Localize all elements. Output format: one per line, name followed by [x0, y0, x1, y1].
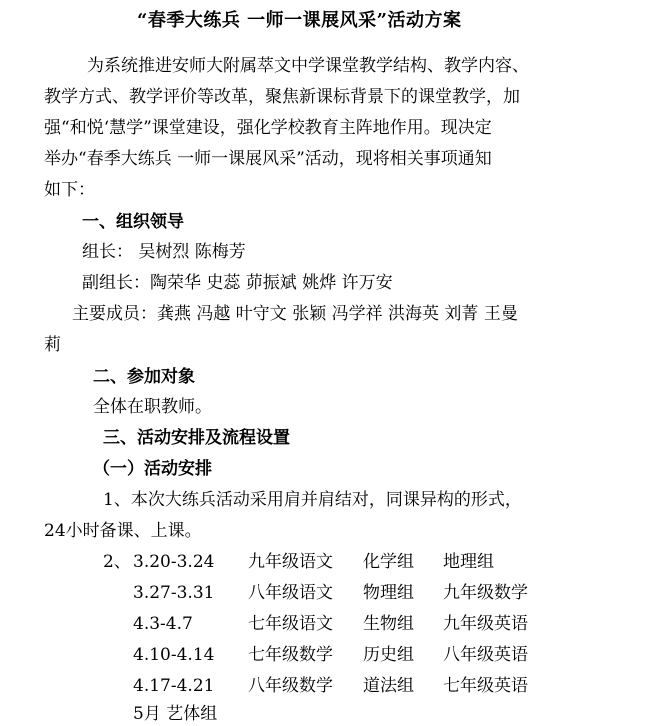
item1-line: 1、本次大练兵活动采用肩并肩结对，同课异构的形式，	[103, 490, 522, 510]
schedule-date: 4.3-4.7	[133, 614, 193, 634]
schedule-group-a: 七年级数学	[248, 645, 333, 665]
section-heading-organization: 一、组织领导	[82, 212, 184, 232]
schedule-group-a: 八年级语文	[248, 583, 333, 603]
intro-line: 如下：	[44, 180, 95, 200]
subsection-heading-arrangement: （一）活动安排	[93, 459, 212, 479]
schedule-group-c: 九年级数学	[443, 583, 528, 603]
schedule-date: 3.20-3.24	[133, 552, 215, 572]
members-line: 主要成员：龚燕 冯越 叶守文 张颖 冯学祥 洪海英 刘菁 王曼	[72, 304, 518, 324]
item2-prefix: 2、	[103, 552, 131, 572]
schedule-date: 4.17-4.21	[133, 676, 215, 696]
schedule-group-b: 道法组	[363, 676, 414, 696]
schedule-group-c: 九年级英语	[443, 614, 528, 634]
schedule-date: 4.10-4.14	[133, 645, 215, 665]
document-title: “春季大练兵 一师一课展风采”活动方案	[137, 10, 462, 31]
members-continuation: 莉	[44, 335, 61, 355]
item1-line: 24小时备课、上课。	[44, 521, 202, 541]
schedule-group-c: 地理组	[443, 552, 494, 572]
intro-line: 为系统推进安师大附属萃文中学课堂教学结构、教学内容、	[87, 56, 529, 76]
schedule-group-b: 物理组	[363, 583, 414, 603]
schedule-date: 3.27-3.31	[133, 583, 215, 603]
schedule-group-c: 八年级英语	[443, 645, 528, 665]
schedule-group-a: 七年级语文	[248, 614, 333, 634]
schedule-group-c: 七年级英语	[443, 676, 528, 696]
schedule-group-a: 八年级数学	[248, 676, 333, 696]
schedule-last-line: 5月 艺体组	[133, 704, 218, 724]
intro-line: 举办“春季大练兵 一师一课展风采”活动，现将相关事项通知	[44, 149, 492, 169]
leader-line: 组长： 吴树烈 陈梅芳	[82, 242, 246, 262]
deputy-line: 副组长：陶荣华 史蕊 茆振斌 姚烨 许万安	[82, 273, 393, 293]
section-heading-participants: 二、参加对象	[93, 367, 195, 387]
intro-line: 强“和悦‘慧学”课堂建设，强化学校教育主阵地作用。现决定	[44, 118, 492, 138]
schedule-group-a: 九年级语文	[248, 552, 333, 572]
section-heading-schedule: 三、活动安排及流程设置	[103, 428, 290, 448]
schedule-group-b: 生物组	[363, 614, 414, 634]
schedule-group-b: 化学组	[363, 552, 414, 572]
intro-line: 教学方式、教学评价等改革，聚焦新课标背景下的课堂教学，加	[44, 87, 520, 107]
participants-text: 全体在职教师。	[93, 397, 212, 417]
schedule-group-b: 历史组	[363, 645, 414, 665]
